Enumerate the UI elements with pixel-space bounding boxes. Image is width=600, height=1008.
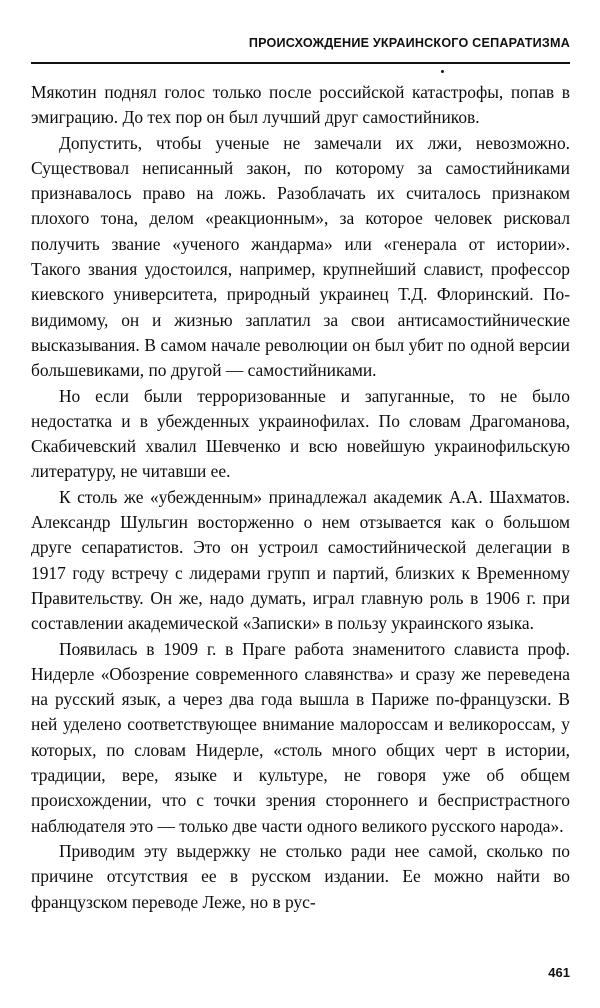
paragraph: Мякотин поднял голос только после российской катастрофы, попав в эмиграцию. До тех пор он был лучший друг самостийников. <box>31 82 570 128</box>
paragraph: Допустить, чтобы ученые не замечали их лжи, невозможно. Существовал неписанный закон, по которому за самостийниками признавалось право на ложь. Разоблачать их считалось признаком плохого тона, делом «реакционным», за которое человек рисковал получить звание «ученого жандарма» или «генерала от истории». Такого звания удостоился, например, крупнейший славист, профессор киевского университета, природный украинец Т.Д. Флоринский. По-видимому, он и жизнью заплатил за свои антисамостийнические высказывания. В самом начале революции он был убит по одной версии большевиками, по другой — самостийниками. <box>31 132 570 381</box>
header-divider <box>31 62 570 64</box>
paragraph: Появилась в 1909 г. в Праге работа знаменитого слависта проф. Нидерле «Обозрение современного славянства» и сразу же переведена на русский язык, а через два года вышла в Париже по-французски. В ней уделено соответствующее внимание малороссам и великороссам, у которых, по словам Нидерле, «столь много общих черт в истории, традиции, вере, языке и культуре, не говоря уже об общем происхождении, что с точки зрения стороннего и беспристрастного наблюдателя это — только две части одного великого русского народа». <box>31 638 570 836</box>
paragraph: Но если были терроризованные и запуганные, то не было недостатка и в убежденных украинофилах. По словам Драгоманова, Скабичевский хвалил Шевченко и всю новейшую украинофильскую литературу, не читавши ее. <box>31 385 570 482</box>
running-head: ПРОИСХОЖДЕНИЕ УКРАИНСКОГО СЕПАРАТИЗМА <box>248 36 570 50</box>
page-number: 461 <box>548 965 570 980</box>
paragraph: К столь же «убежденным» принадлежал академик А.А. Шахматов. Александр Шульгин восторженно о нем отзывается как о большом друге сепаратистов. Это он устроил самостийнической делегации в 1917 году встречу с лидерами групп и партий, близких к Временному Правительству. Он же, надо думать, играл главную роль в 1906 г. при составлении академической «Записки» в пользу украинского языка. <box>31 486 570 634</box>
paragraph: Приводим эту выдержку не столько ради нее самой, сколько по причине отсутствия ее в русском издании. Ее можно найти во французском переводе Леже, но в рус- <box>31 840 570 912</box>
page-speck <box>441 70 444 73</box>
body-text <box>31 80 570 915</box>
